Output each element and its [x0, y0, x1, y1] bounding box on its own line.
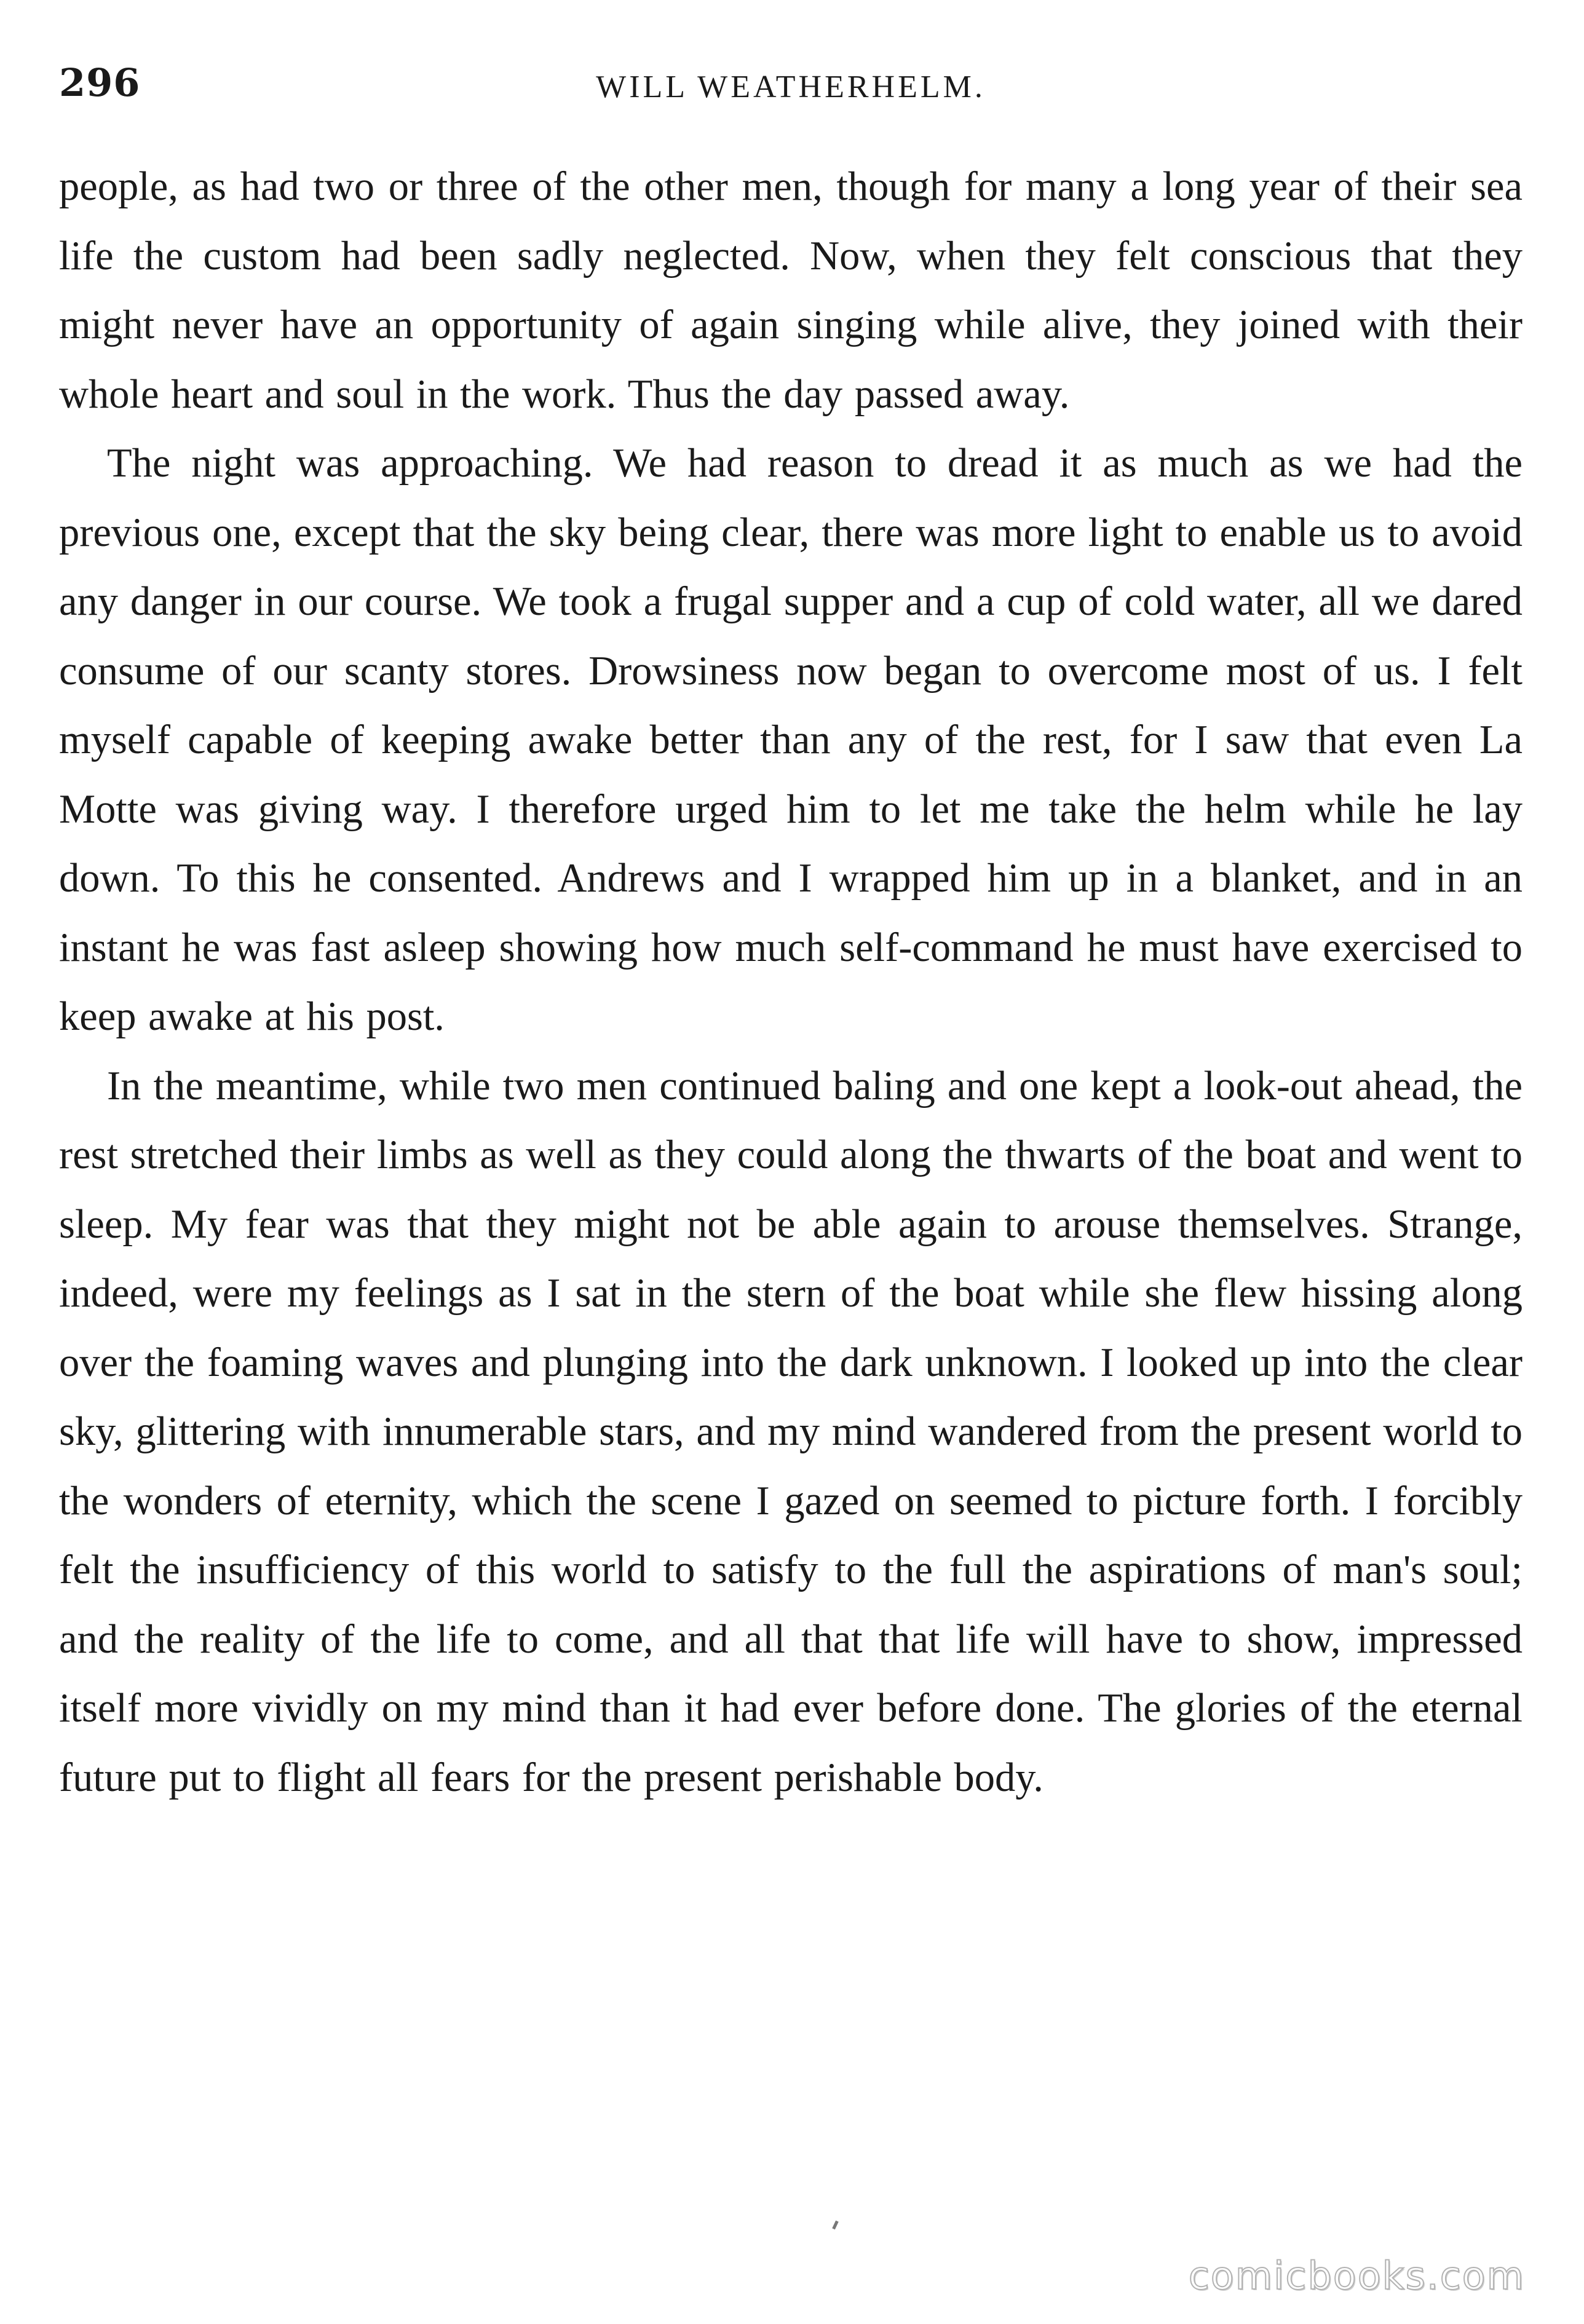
watermark: comicbooks.com [1188, 2253, 1525, 2298]
paragraph-3: In the meantime, while two men continued baling and one kept a look-out ahead, the rest stretched their limbs as well as they could along the thwarts of the boat and went to sleep. My fear was that they might not be able again to arouse themselves. Strange, indeed, were my feelings as I sat in the stern of the boat while she flew hissing along over the foaming waves and plunging into the dark unknown. I looked up into the clear sky, glittering with innumerable stars, and my mind wandered from the present world to the wonders of eternity, which the scene I gazed on seemed to picture forth. I forcibly felt the insufficiency of this world to satisfy to the full the aspirations of man's soul; and the reality of the life to come, and all that that life will have to show, impressed itself more vividly on my mind than it had ever before done. The glories of the eternal future put to flight all fears for the present perishable body. [59, 1063, 1523, 1800]
stray-ink-mark [832, 2221, 838, 2230]
running-title: WILL WEATHERHELM. [596, 69, 986, 105]
paragraph-2: The night was approaching. We had reason to dread it as much as we had the previous one, except that the sky being clear, there was more light to enable us to avoid any danger in our course. We took a frugal supper and a cup of cold water, all we dared consume of our scanty stores. Drowsiness now began to overcome most of us. I felt myself capable of keeping awake better than any of the rest, for I saw that even La Motte was giving way. I therefore urged him to let me take the helm while he lay down. To this he consented. Andrews and I wrapped him up in a blanket, and in an instant he was fast asleep showing how much self-command he must have exercised to keep awake at his post. [59, 441, 1523, 1039]
body-text [59, 152, 1523, 1812]
page-header [59, 55, 1523, 111]
paragraph-1: people, as had two or three of the other men, though for many a long year of their sea life the custom had been sadly neglected. Now, when they felt conscious that they might never have an opportunity of again singing while alive, they joined with their whole heart and soul in the work. Thus the day passed away. [59, 164, 1523, 417]
page-number: 296 [59, 60, 141, 105]
